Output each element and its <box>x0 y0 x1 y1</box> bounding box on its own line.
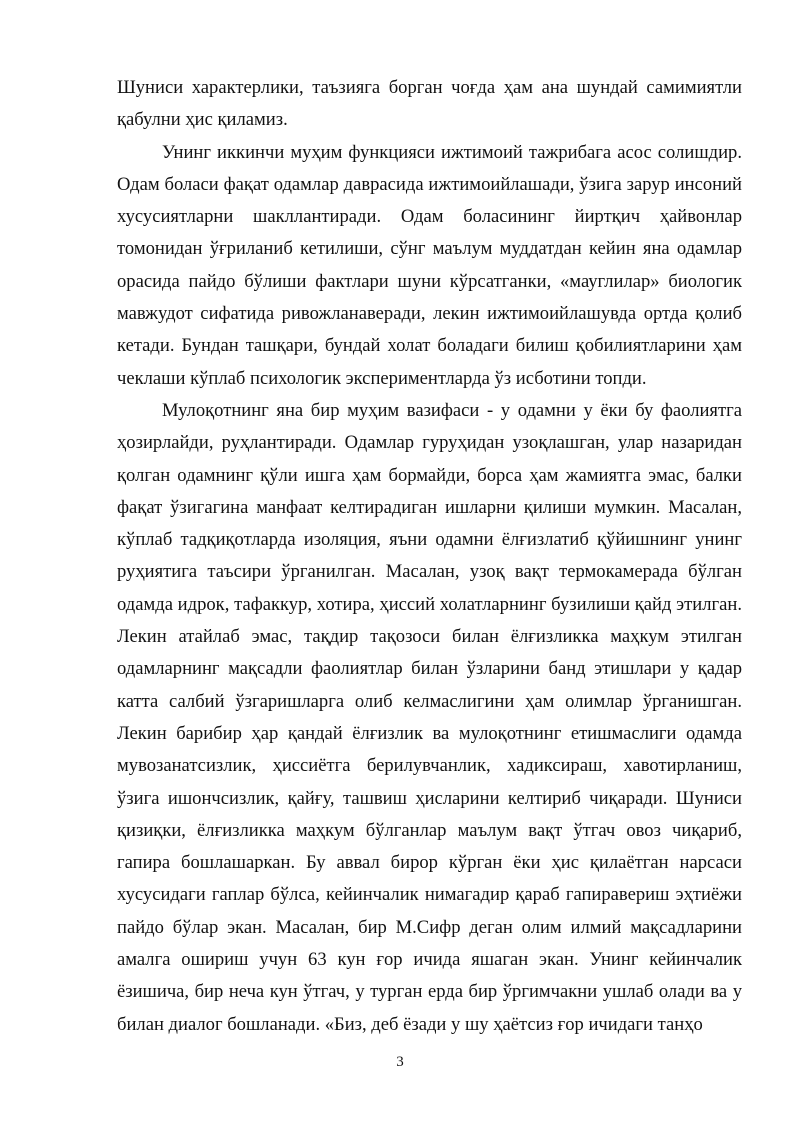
paragraph-continuation: Шуниси характерлики, таъзияга борган чоғда ҳам ана шундай самимиятли қабулни ҳис қиламиз. <box>117 77 742 131</box>
paragraph-second-function: Унинг иккинчи муҳим функцияси ижтимоий тажрибага асос солишдир. Одам боласи фақат одамлар даврасида ижтимоийлашади, ўзига зарур инсоний хусусиятларни шакллантиради. Одам боласининг йиртқич ҳайвонлар томонидан ўғриланиб кетилиши, сўнг маълум муддатдан кейин яна одамлар орасида пайдо бўлиши фактлари шуни кўрсатганки, «мауглилар» биологик мавжудот сифатида ривожланаверади, лекин ижтимоийлашувда ортда қолиб кетади. Бундан ташқари, бундай холат боладаги билиш қобилиятларини ҳам чеклаши кўплаб психологик экспериментларда ўз исботини топди. <box>117 141 742 389</box>
page-number: 3 <box>396 1054 404 1070</box>
paragraph-communication-role: Мулоқотнинг яна бир муҳим вазифаси - у одамни у ёки бу фаолиятга ҳозирлайди, руҳлантиради. Одамлар гуруҳидан узоқлашган, улар назаридан қолган одамнинг қўли ишга ҳам бормайди, борса ҳам жамиятга эмас, балки фақат ўзигагина манфаат келтирадиган ишларни қилиши мумкин. Масалан, кўплаб тадқиқотларда изоляция, яъни одамни ёлғизлатиб қўйишнинг унинг руҳиятига таъсири ўрганилган. Масалан, узоқ вақт термокамерада бўлган одамда идрок, тафаккур, хотира, ҳиссий холатларнинг бузилиши қайд этилган. Лекин атайлаб эмас, тақдир тақозоси билан ёлғизликка маҳкум этилган одамларнинг мақсадли фаолиятлар билан ўзларини банд этишлари у қадар катта салбий ўзгаришларга олиб келмаслигини ҳам олимлар ўрганишган. Лекин барибир ҳар қандай ёлғизлик ва мулоқотнинг етишмаслиги одамда мувозанатсизлик, ҳиссиётга берилувчанлик, хадиксираш, хавотирланиш, ўзига ишончсизлик, қайғу, ташвиш ҳисларини келтириб чиқаради. Шуниси қизиқки, ёлғизликка маҳкум бўлганлар маълум вақт ўтгач овоз чиқариб, гапира бошлашаркан. Бу аввал бирор кўрган ёки ҳис қилаётган нарсаси хусусидаги гаплар бўлса, кейинчалик нимагадир қараб гапиравериш эҳтиёжи пайдо бўлар экан. Масалан, бир М.Сифр деган олим илмий мақсадларини амалга ошириш учун 63 кун ғор ичида яшаган экан. Унинг кейинчалик ёзишича, бир неча кун ўтгач, у турган ерда бир ўргимчакни ушлаб олади ва у билан диалог бошланади. «Биз, деб ёзади у шу ҳаётсиз ғор ичидаги танҳо <box>117 399 742 1035</box>
body-text <box>117 72 742 1041</box>
